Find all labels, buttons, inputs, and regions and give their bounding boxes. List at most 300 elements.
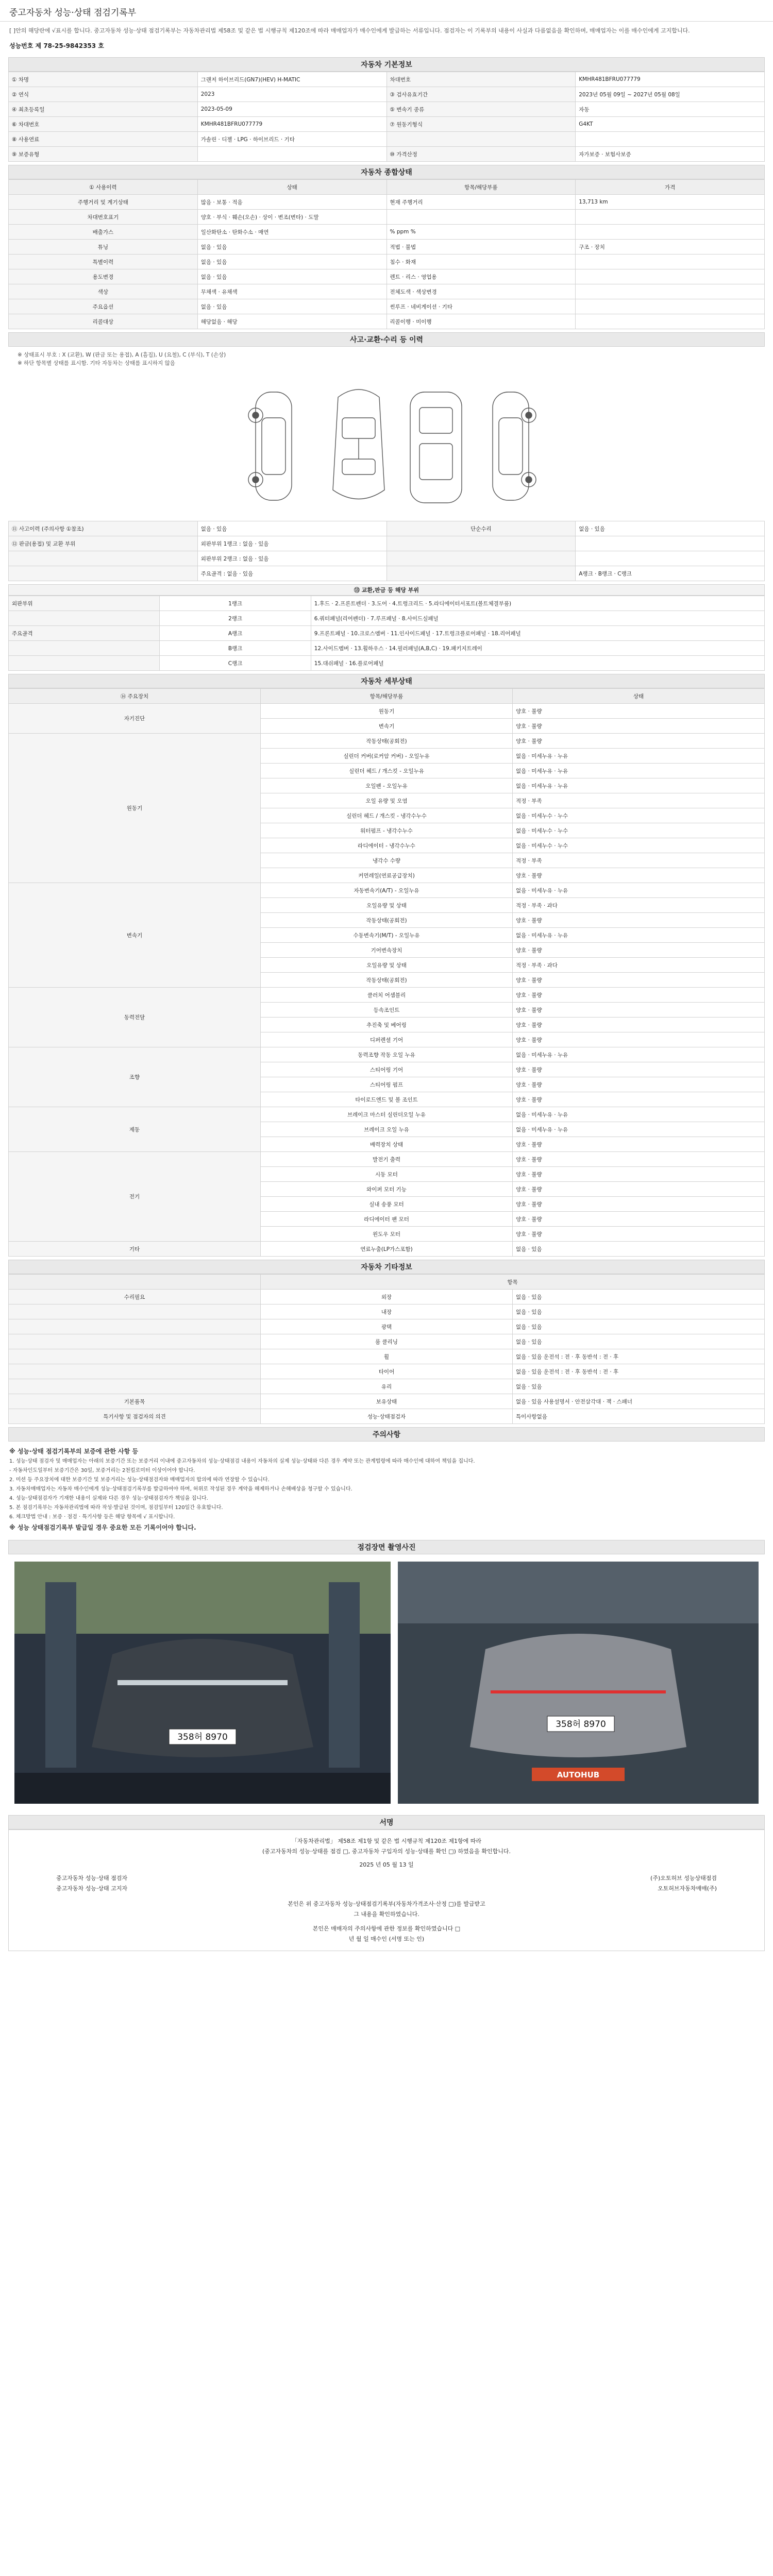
detail-row: [9, 704, 765, 719]
detail-state: 없음 · 미세누수 · 누수: [513, 838, 765, 853]
basic-label: ⑧ 사용연료: [9, 132, 198, 147]
section-notes-title: 주의사항: [8, 1427, 765, 1442]
detail-state: 적정 · 부족: [513, 793, 765, 808]
basic-value: 2023-05-09: [197, 102, 386, 117]
parts-rank: 1랭크: [160, 596, 311, 611]
other-row: [9, 1319, 765, 1334]
general-row: [9, 210, 765, 225]
general-row: [9, 195, 765, 210]
general-item: 전체도색 · 색상변경: [386, 284, 576, 299]
detail-state: 없음 · 미세누수 · 누수: [513, 808, 765, 823]
detail-head-cell: 항목/해당부품: [261, 689, 513, 704]
damage-value-2: 없음 · 있음: [576, 521, 765, 536]
general-label: 용도변경: [9, 269, 198, 284]
sign-line-5: 본인은 매매자의 주의사항에 관한 정보를 확인하였습니다 □: [312, 1925, 461, 1932]
detail-state: 적정 · 부족 · 과다: [513, 898, 765, 913]
general-row: [9, 225, 765, 240]
other-state: 없음 · 있음: [513, 1304, 765, 1319]
signature-box: [8, 1829, 765, 1951]
basic-value: G4KT: [576, 117, 765, 132]
damage-value-2: A랭크 · B랭크 · C랭크: [576, 566, 765, 581]
general-label: 특별이력: [9, 255, 198, 269]
detail-status-table: [8, 688, 765, 1257]
other-head-cell: 항목: [261, 1275, 765, 1290]
general-state: 없음 · 있음: [197, 299, 386, 314]
detail-state: 양호 · 불량: [513, 1167, 765, 1182]
damage-value: 외판부위 1랭크 : 없음 · 있음: [197, 536, 386, 551]
parts-group: [9, 611, 160, 626]
detail-state: 양호 · 불량: [513, 1092, 765, 1107]
detail-group: 기타: [9, 1242, 261, 1257]
detail-state: 없음 · 미세누유 · 누유: [513, 1122, 765, 1137]
basic-label: ⑩ 가격산정: [386, 147, 576, 162]
detail-item: 실린더 커버(로커암 커버) - 오일누유: [261, 749, 513, 764]
damage-value-2: [576, 551, 765, 566]
detail-group: 전기: [9, 1152, 261, 1242]
parts-items: 12.사이드멤버 · 13.휠하우스 · 14.필러패널(A,B,C) · 19.패키지트레이: [311, 641, 764, 656]
document-title: 중고자동차 성능·상태 점검기록부: [0, 0, 773, 22]
detail-item: 실린더 헤드 / 개스킷 - 냉각수누수: [261, 808, 513, 823]
detail-state: 양호 · 불량: [513, 719, 765, 734]
other-info-table: [8, 1274, 765, 1424]
detail-head-row: [9, 689, 765, 704]
damage-row: [9, 566, 765, 581]
basic-row: [9, 132, 765, 147]
other-item: 타이어: [261, 1364, 513, 1379]
general-label: 차대번호표기: [9, 210, 198, 225]
general-state: 해당없음 · 해당: [197, 314, 386, 329]
damage-value: 외판부위 2랭크 : 없음 · 있음: [197, 551, 386, 566]
detail-state: 양호 · 불량: [513, 1077, 765, 1092]
front-plate-text: 358허 8970: [177, 1732, 228, 1742]
detail-state: 양호 · 불량: [513, 1212, 765, 1227]
detail-state: 없음 · 미세누수 · 누수: [513, 823, 765, 838]
general-state: 양호 · 부식 · 훼손(오손) · 상이 · 변조(변타) · 도말: [197, 210, 386, 225]
damage-label: ⑪ 사고이력 (주의사항 ①참조): [9, 521, 198, 536]
other-row: [9, 1364, 765, 1379]
car-right-side-icon: [493, 392, 536, 500]
general-item: 침수 · 화재: [386, 255, 576, 269]
parts-group: [9, 656, 160, 671]
parts-row: [9, 641, 765, 656]
general-value: [576, 255, 765, 269]
damage-label: ⑫ 판금(용접) 및 교환 부위: [9, 536, 198, 551]
detail-state: 없음 · 미세누유 · 누유: [513, 749, 765, 764]
legend-line-1: ※ 상태표시 부호 : X (교환), W (판금 또는 용접), A (흠집), U (요철), C (부식), T (손상): [18, 352, 226, 358]
other-group: 기본품목: [9, 1394, 261, 1409]
general-head-cell: 가격: [576, 180, 765, 195]
detail-item: 브레이크 마스터 실린더오일 누유: [261, 1107, 513, 1122]
general-state: 일산화탄소 · 탄화수소 · 매연: [197, 225, 386, 240]
basic-row: [9, 102, 765, 117]
detail-state: 없음 · 미세누유 · 누유: [513, 764, 765, 778]
basic-value: [576, 132, 765, 147]
parts-items: 9.프론트패널 · 10.크로스멤버 · 11.인사이드패널 · 17.트렁크플로어패널 · 18.리어패널: [311, 626, 764, 641]
detail-item: 변속기: [261, 719, 513, 734]
detail-item: 발전기 출력: [261, 1152, 513, 1167]
basic-label: ③ 검사유효기간: [386, 87, 576, 102]
detail-item: 라디에이터 팬 모터: [261, 1212, 513, 1227]
rear-car-image: [398, 1562, 759, 1804]
car-floor-view-icon: [410, 392, 462, 503]
detail-state: 없음 · 미세누유 · 누유: [513, 1047, 765, 1062]
other-row: [9, 1334, 765, 1349]
detail-state: 적정 · 부족 · 과다: [513, 958, 765, 973]
detail-state: 양호 · 불량: [513, 704, 765, 719]
damage-table: [8, 521, 765, 581]
other-item: 내장: [261, 1304, 513, 1319]
detail-state: 양호 · 불량: [513, 1152, 765, 1167]
basic-label: ⑦ 원동기형식: [386, 117, 576, 132]
basic-value: 2023년 05월 09일 ~ 2027년 05월 08일: [576, 87, 765, 102]
detail-state: 양호 · 불량: [513, 1227, 765, 1242]
other-group: [9, 1334, 261, 1349]
general-value: [576, 210, 765, 225]
inspector-row: [15, 1873, 758, 1884]
basic-value: 자가보증 · 보험사보증: [576, 147, 765, 162]
damage-row: [9, 521, 765, 536]
detail-state: 없음 · 미세누유 · 누유: [513, 928, 765, 943]
detail-state: 없음 · 미세누유 · 누유: [513, 1107, 765, 1122]
other-group: [9, 1304, 261, 1319]
general-value: 구조 · 장치: [576, 240, 765, 255]
car-left-side-icon: [248, 392, 292, 500]
other-item: 룸 클리닝: [261, 1334, 513, 1349]
basic-label: 차대번호: [386, 72, 576, 87]
basic-label: [386, 132, 576, 147]
general-head-cell: 상태: [197, 180, 386, 195]
sign-line-3: 본인은 위 중고자동차 성능·상태점검기록부(자동차가격조사·산정 □)를 발급받고: [288, 1901, 485, 1907]
detail-head-cell: 상태: [513, 689, 765, 704]
parts-row: [9, 656, 765, 671]
basic-value: 자동: [576, 102, 765, 117]
general-row: [9, 314, 765, 329]
section-detail-title: 자동차 세부상태: [8, 674, 765, 688]
detail-item: 연료누출(LP가스포함): [261, 1242, 513, 1257]
detail-item: 동력조향 작동 오일 누유: [261, 1047, 513, 1062]
basic-label: ② 연식: [9, 87, 198, 102]
damage-label-2: 단순수리: [386, 521, 576, 536]
general-row: [9, 255, 765, 269]
general-item: 렌트 · 리스 · 영업용: [386, 269, 576, 284]
general-row: [9, 269, 765, 284]
general-row: [9, 284, 765, 299]
car-diagram: [8, 371, 765, 521]
inspector-name: (주)오토허브 성능상태점검: [650, 1875, 717, 1882]
detail-item: 스티어링 펌프: [261, 1077, 513, 1092]
detail-item: 오일유량 및 상태: [261, 898, 513, 913]
basic-value: 가솔린 · 디젤 · LPG · 하이브리드 · 기타: [197, 132, 386, 147]
notes-heading-2: ※ 성능 상태점검기록부 발급일 경우 중요한 모든 기록이어야 합니다.: [9, 1524, 196, 1531]
front-car-image: [14, 1562, 391, 1804]
general-label: 튜닝: [9, 240, 198, 255]
basic-label: ④ 최초등록일: [9, 102, 198, 117]
basic-value: 2023: [197, 87, 386, 102]
notes-block: [0, 1442, 773, 1537]
basic-value: 그랜저 하이브리드(GN7)(HEV) H-MATIC: [197, 72, 386, 87]
detail-state: 양호 · 불량: [513, 1032, 765, 1047]
sign-date: 2025 년 05 월 13 일: [359, 1861, 414, 1868]
section-damage-title: 사고·교환·수리 등 이력: [8, 332, 765, 347]
other-row: [9, 1409, 765, 1424]
other-state: 없음 · 있음 운전석 : 전 · 후 동반석 : 전 · 후: [513, 1349, 765, 1364]
general-state: 없음 · 있음: [197, 255, 386, 269]
detail-item: 클러치 어셈블리: [261, 988, 513, 1003]
detail-state: 양호 · 불량: [513, 1003, 765, 1018]
inspector-label: 중고자동차 성능·상태 점검자: [56, 1875, 128, 1882]
general-label: 배출가스: [9, 225, 198, 240]
detail-item: 등속조인트: [261, 1003, 513, 1018]
general-item: 리콜이행 · 미이행: [386, 314, 576, 329]
detail-row: [9, 734, 765, 749]
sign-line-2: (중고자동차의 성능·상태를 점검 □, 중고자동차 구입자의 성능·상태를 확인 □) 하였음을 확인합니다.: [262, 1848, 511, 1855]
detail-state: 없음 · 미세누유 · 누유: [513, 778, 765, 793]
note-item: 4. 성능·상태점검자가 기재한 내용이 실제와 다른 경우 성능·상태점검자가 책임을 집니다.: [9, 1496, 208, 1501]
detail-item: 워터펌프 - 냉각수누수: [261, 823, 513, 838]
general-value: 13,713 km: [576, 195, 765, 210]
detail-item: 스티어링 기어: [261, 1062, 513, 1077]
parts-rank: C랭크: [160, 656, 311, 671]
detail-group: 자기진단: [9, 704, 261, 734]
parts-rank: 2랭크: [160, 611, 311, 626]
general-label: 주요옵션: [9, 299, 198, 314]
parts-table: [8, 596, 765, 671]
section-sign-title: 서명: [8, 1815, 765, 1829]
parts-items: 15.대쉬패널 · 16.플로어패널: [311, 656, 764, 671]
parts-group: 외판부위: [9, 596, 160, 611]
detail-state: 양호 · 불량: [513, 1137, 765, 1152]
detail-item: 기어변속장치: [261, 943, 513, 958]
basic-label: ① 차명: [9, 72, 198, 87]
general-item: 적법 · 불법: [386, 240, 576, 255]
damage-value: 없음 · 있음: [197, 521, 386, 536]
other-row: [9, 1290, 765, 1304]
basic-label: ⑤ 변속기 종류: [386, 102, 576, 117]
general-item: [386, 210, 576, 225]
detail-item: 실내 송풍 모터: [261, 1197, 513, 1212]
detail-row: [9, 1047, 765, 1062]
detail-state: 없음 · 있음: [513, 1242, 765, 1257]
detail-group: 조향: [9, 1047, 261, 1107]
parts-group: [9, 641, 160, 656]
detail-state: 양호 · 불량: [513, 973, 765, 988]
basic-label: ⑨ 보증유형: [9, 147, 198, 162]
damage-value-2: [576, 536, 765, 551]
detail-item: 추진축 및 베어링: [261, 1018, 513, 1032]
front-photo: [14, 1562, 391, 1804]
basic-info-table: [8, 72, 765, 162]
general-head-cell: ① 사용이력: [9, 180, 198, 195]
parts-group: 주요골격: [9, 626, 160, 641]
other-head-row: [9, 1275, 765, 1290]
sign-line-1: 「자동차관리법」 제58조 제1항 및 같은 법 시행규칙 제120조 제1항에 따라: [291, 1838, 482, 1844]
detail-group: 변속기: [9, 883, 261, 988]
detail-item: 원동기: [261, 704, 513, 719]
other-item: 광택: [261, 1319, 513, 1334]
general-row: [9, 299, 765, 314]
car-top-view-icon: [333, 389, 384, 499]
other-item: 보유상태: [261, 1394, 513, 1409]
basic-value: KMHR481BFRU077779: [576, 72, 765, 87]
other-state: 없음 · 있음: [513, 1334, 765, 1349]
detail-item: 브레이크 오일 누유: [261, 1122, 513, 1137]
detail-state: 양호 · 불량: [513, 943, 765, 958]
parts-items: 1.후드 · 2.프론트펜더 · 3.도어 · 4.트렁크리드 · 5.라디에이터서포트(볼트체결부품): [311, 596, 764, 611]
detail-state: 양호 · 불량: [513, 913, 765, 928]
other-item: 휠: [261, 1349, 513, 1364]
other-item: 유리: [261, 1379, 513, 1394]
damage-label-2: [386, 551, 576, 566]
detail-state: 양호 · 불량: [513, 1018, 765, 1032]
detail-row: [9, 1152, 765, 1167]
damage-label-2: [386, 536, 576, 551]
damage-label: [9, 551, 198, 566]
detail-head-cell: ⑭ 주요장치: [9, 689, 261, 704]
section-other-title: 자동차 기타정보: [8, 1260, 765, 1274]
general-state: 많음 · 보통 · 적음: [197, 195, 386, 210]
general-value: [576, 225, 765, 240]
general-item: % ppm %: [386, 225, 576, 240]
detail-item: 작동상태(공회전): [261, 973, 513, 988]
note-item: 2. 미션 등 주요장치에 대한 보증기간 및 보증거리는 성능·상태점검자와 매매업자의 합의에 따라 연장할 수 있습니다.: [9, 1477, 270, 1483]
general-head-row: [9, 180, 765, 195]
general-state: 무채색 · 유채색: [197, 284, 386, 299]
other-row: [9, 1394, 765, 1409]
detail-item: 배력장치 상태: [261, 1137, 513, 1152]
parts-items: 6.쿼터패널(리어펜더) · 7.루프패널 · 8.사이드실패널: [311, 611, 764, 626]
legend-line-2: ※ 하단 항목별 상태를 표시함. 기타 자동차는 상태를 표시하지 않음: [18, 360, 175, 366]
damage-label-2: [386, 566, 576, 581]
parts-rank: A랭크: [160, 626, 311, 641]
detail-state: 양호 · 불량: [513, 1197, 765, 1212]
detail-item: 시동 모터: [261, 1167, 513, 1182]
basic-value: KMHR481BFRU077779: [197, 117, 386, 132]
detail-item: 와이퍼 모터 기능: [261, 1182, 513, 1197]
other-state: 없음 · 있음 운전석 : 전 · 후 동반석 : 전 · 후: [513, 1364, 765, 1379]
serial-number: 성능번호 제 78-25-9842353 호: [9, 42, 104, 49]
detail-item: 오일유량 및 상태: [261, 958, 513, 973]
document-notice: [ ]안의 해당란에 √표시를 합니다. 중고자동차 성능·상태 점검기록부는 자동차관리법 제58조 및 같은 법 시행규칙 제120조에 따라 매매업자가 매수인에게 발급하는 서류입니다. 점검자는 이 기록부의 내용이 사실과 다름없음을 확인하며, 매매업자는 이를 매수인에게 고지합니다.: [9, 27, 690, 34]
general-row: [9, 240, 765, 255]
other-group: [9, 1319, 261, 1334]
detail-state: 양호 · 불량: [513, 1182, 765, 1197]
basic-row: [9, 87, 765, 102]
detail-item: 라디에이터 - 냉각수누수: [261, 838, 513, 853]
parts-row: [9, 596, 765, 611]
other-state: 특이사항없음: [513, 1409, 765, 1424]
buyer-sign-line: 년 월 일 매수인 (서명 또는 인): [348, 1936, 425, 1942]
detail-state: 양호 · 불량: [513, 868, 765, 883]
parts-subtitle: ⑬ 교환,판금 등 해당 부위: [8, 584, 765, 596]
other-group: 특기사항 및 점검자의 의견: [9, 1409, 261, 1424]
general-label: 리콜대상: [9, 314, 198, 329]
other-group: [9, 1379, 261, 1394]
other-row: [9, 1304, 765, 1319]
detail-item: 오일 유량 및 오염: [261, 793, 513, 808]
detail-group: 제동: [9, 1107, 261, 1152]
other-state: 없음 · 있음: [513, 1319, 765, 1334]
detail-item: 냉각수 수량: [261, 853, 513, 868]
general-value: [576, 284, 765, 299]
detail-item: 자동변속기(A/T) - 오일누유: [261, 883, 513, 898]
section-general-title: 자동차 종합상태: [8, 165, 765, 179]
general-state: 없음 · 있음: [197, 240, 386, 255]
parts-row: [9, 626, 765, 641]
sign-line-4: 그 내용을 확인하였습니다.: [354, 1911, 419, 1918]
detail-state: 양호 · 불량: [513, 734, 765, 749]
other-item: 성능·상태점검자: [261, 1409, 513, 1424]
detail-item: 작동상태(공회전): [261, 734, 513, 749]
detail-row: [9, 883, 765, 898]
general-item: 현재 주행거리: [386, 195, 576, 210]
basic-row: [9, 117, 765, 132]
note-item: 3. 자동차매매업자는 자동차 매수인에게 성능·상태점검기록부를 발급하여야 하며, 허위로 작성된 경우 계약을 해제하거나 손해배상을 청구할 수 있습니다.: [9, 1486, 352, 1492]
basic-row: [9, 147, 765, 162]
damage-row: [9, 536, 765, 551]
photo-area: [0, 1554, 773, 1812]
damage-label: [9, 566, 198, 581]
dealer-row: [15, 1884, 758, 1894]
detail-item: 윈도우 모터: [261, 1227, 513, 1242]
detail-item: 수동변속기(M/T) - 오일누유: [261, 928, 513, 943]
basic-value: [197, 147, 386, 162]
general-status-table: [8, 179, 765, 329]
detail-row: [9, 1107, 765, 1122]
detail-item: 디퍼렌셜 기어: [261, 1032, 513, 1047]
general-value: [576, 269, 765, 284]
other-head-blank: [9, 1275, 261, 1290]
rear-plate-text: 358허 8970: [556, 1719, 606, 1730]
damage-legend: [8, 347, 765, 371]
parts-rank: B랭크: [160, 641, 311, 656]
notes-heading-1: ※ 성능·상태 점검기록부의 보증에 관한 사항 등: [9, 1448, 138, 1455]
dealer-name: 오토허브자동차매매(주): [658, 1885, 717, 1892]
basic-row: [9, 72, 765, 87]
detail-row: [9, 988, 765, 1003]
detail-item: 커먼레일(연료공급장치): [261, 868, 513, 883]
damage-row: [9, 551, 765, 566]
damage-value: 주요골격 : 없음 · 있음: [197, 566, 386, 581]
detail-group: 동력전달: [9, 988, 261, 1047]
note-item: 6. 체크방법 안내 : 보증 · 점검 · 특기사항 등은 해당 항목에 √ 표시합니다.: [9, 1514, 175, 1520]
general-value: [576, 299, 765, 314]
other-group: [9, 1349, 261, 1364]
other-row: [9, 1349, 765, 1364]
other-row: [9, 1379, 765, 1394]
general-item: 썬루프 · 네비게이션 · 기타: [386, 299, 576, 314]
general-head-cell: 항목/해당부품: [386, 180, 576, 195]
general-state: 없음 · 있음: [197, 269, 386, 284]
detail-state: 없음 · 미세누유 · 누유: [513, 883, 765, 898]
car-outline-diagram: [8, 371, 765, 521]
section-basic-title: 자동차 기본정보: [8, 57, 765, 72]
general-label: 색상: [9, 284, 198, 299]
detail-group: 원동기: [9, 734, 261, 883]
detail-item: 실린더 헤드 / 개스킷 - 오일누유: [261, 764, 513, 778]
lift-brand-text: AUTOHUB: [557, 1770, 600, 1780]
section-photo-title: 점검장면 촬영사진: [8, 1540, 765, 1554]
other-state: 없음 · 있음 사용설명서 · 안전삼각대 · 잭 · 스패너: [513, 1394, 765, 1409]
basic-label: ⑥ 차대번호: [9, 117, 198, 132]
detail-state: 적정 · 부족: [513, 853, 765, 868]
other-state: 없음 · 있음: [513, 1379, 765, 1394]
other-item: 외장: [261, 1290, 513, 1304]
dealer-label: 중고자동차 성능·상태 고지자: [56, 1885, 128, 1892]
other-group: [9, 1364, 261, 1379]
general-label: 주행거리 및 계기상태: [9, 195, 198, 210]
note-item: - 자동차인도일부터 보증기간은 30일, 보증거리는 2천킬로미터 이상이어야 합니다.: [9, 1468, 195, 1473]
detail-state: 양호 · 불량: [513, 988, 765, 1003]
